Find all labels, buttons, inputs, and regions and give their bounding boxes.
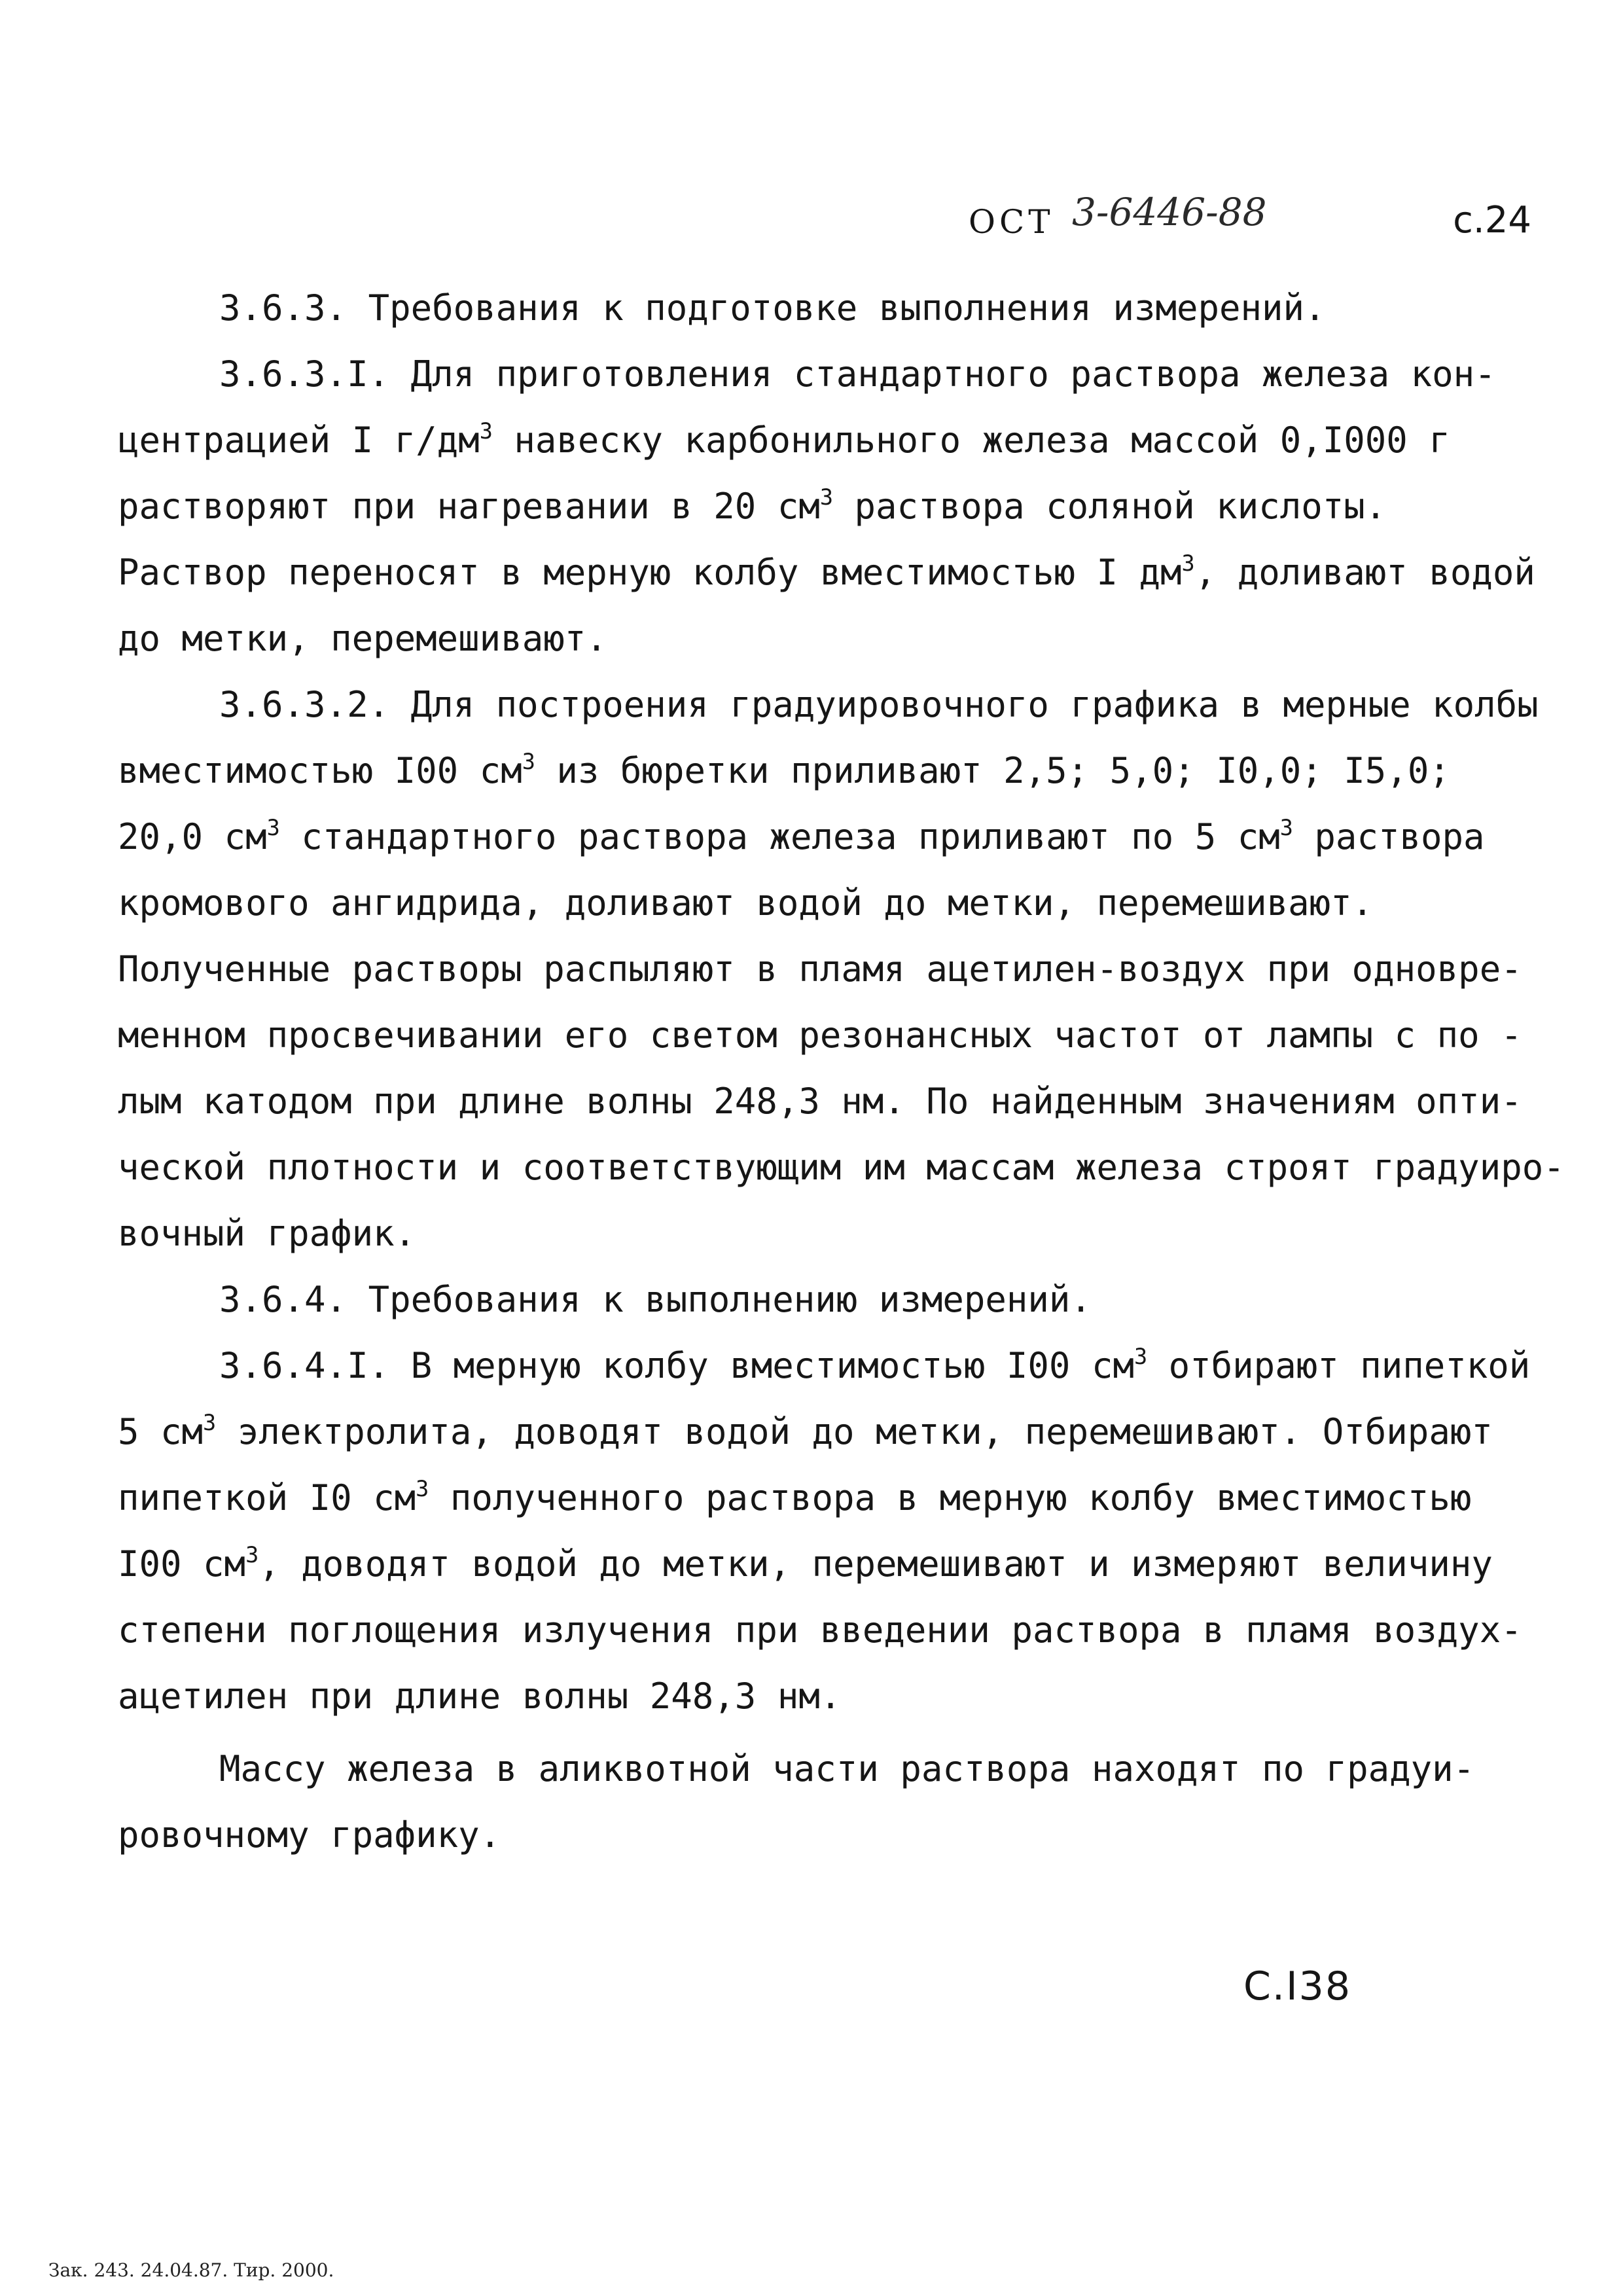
sheet-number-stamp: С.I38	[1243, 1964, 1352, 2009]
section-3-6-4-heading: 3.6.4. Требования к выполнению измерений.	[219, 1279, 1092, 1320]
paragraph-3-6-3-2: 3.6.3.2. Для построения градуировочного графика в мерные колбы вместимостью I00 $см^3$ из бюретки приливают 2,5; 5,0; I0,0; I5,0; 20,0 $см^3$ стандартного раствора железа приливают по 5 $см^3$ раствора кромового ангидрида, доливают водой до метки, перемешивают. Полученные растворы распыляют в пламя ацетилен-воздух при одновре- менном просвечивании его светом резонансных частот от лампы с по - лым катодом при длине волны 248,3 нм. По найденным значениям опти- ческой плотности и соответствующим им массам железа строят градуиро- вочный график.	[118, 684, 1565, 1254]
document-body	[118, 275, 1565, 1868]
page-header	[969, 190, 1531, 249]
paragraph-3-6-4-1: 3.6.4.I. В мерную колбу вместимостью I00 $см^3$ отбирают пипеткой 5 $см^3$ электролита, доводят водой до метки, перемешивают. Отбирают пипеткой I0 $см^3$ полученного раствора в мерную колбу вместимостью I00 $см^3$, доводят водой до метки, перемешивают и измеряют величину степени поглощения излучения при введении раствора в пламя воздух- ацетилен при длине волны 248,3 нм.	[118, 1344, 1531, 1717]
standard-label: ОСТ	[969, 203, 1054, 241]
final-paragraph: Массу железа в аликвотной части раствора находят по градуи- ровочному графику.	[118, 1748, 1475, 1856]
section-3-6-3-heading: 3.6.3. Требования к подготовке выполнения измерений.	[219, 287, 1326, 329]
standard-number-handwritten: 3-6446-88	[1072, 190, 1267, 234]
page-number: с.24	[1453, 199, 1531, 242]
paragraph-3-6-3-1: 3.6.3.I. Для приготовления стандартного раствора железа кон- центрацией I $г/дм^3$ навеску карбонильного железа массой 0,I000 г растворяют при нагревании в 20 $см^3$ раствора соляной кислоты. Раствор переносят в мерную колбу вместимостью I $дм^3$, доливают водой до метки, перемешивают.	[118, 353, 1535, 659]
print-info-footer: Зак. 243. 24.04.87. Тир. 2000.	[48, 2259, 334, 2281]
